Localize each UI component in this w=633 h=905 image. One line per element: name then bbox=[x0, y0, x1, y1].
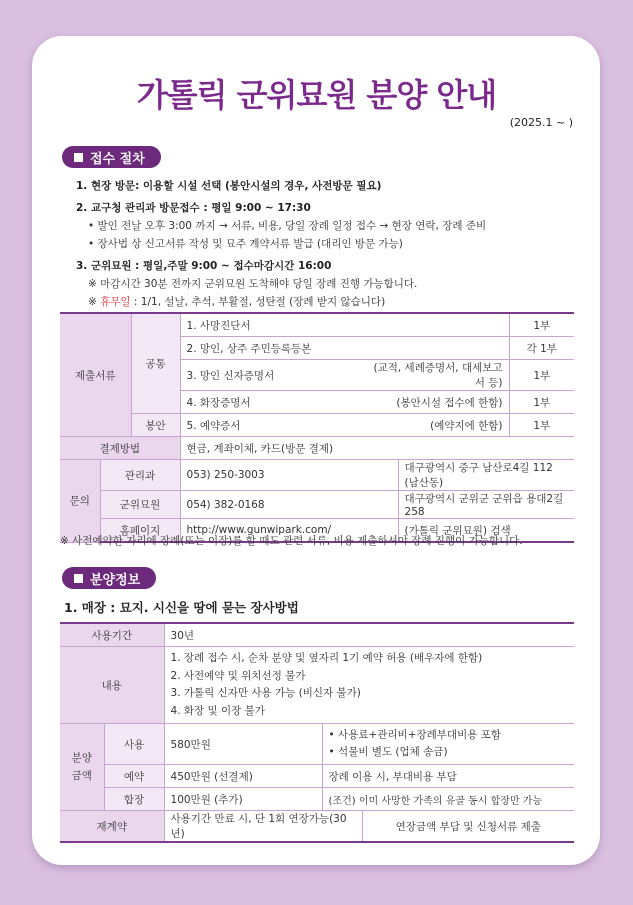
square-icon bbox=[74, 153, 83, 162]
step-3-note-1: ※ 마감시간 30분 전까지 군위묘원 도착해야 당일 장례 진행 가능합니다. bbox=[88, 278, 418, 290]
section-label: 접수 절차 bbox=[90, 151, 145, 167]
contact-label: 문의 bbox=[60, 460, 100, 543]
fee-note-line: • 사용료+관리비+장례부대비용 포함 bbox=[328, 729, 501, 741]
section-header-registration bbox=[62, 146, 161, 168]
doc-name: 2. 망인, 상주 주민등록등본 bbox=[180, 337, 509, 360]
fee-type: 예약 bbox=[104, 765, 164, 788]
docs-common-label: 공통 bbox=[131, 313, 180, 414]
content-item: 2. 사전예약 및 위치선정 불가 bbox=[170, 669, 306, 682]
fee-type: 합장 bbox=[104, 788, 164, 811]
doc-qty: 1부 bbox=[509, 313, 574, 337]
doc-name: 3. 망인 신자증명서 bbox=[180, 360, 360, 391]
fee-label bbox=[60, 724, 104, 811]
doc-qty: 1부 bbox=[509, 391, 574, 414]
note-mark: ※ bbox=[88, 296, 101, 308]
homepage-link[interactable]: http://www.gunwipark.com/ bbox=[180, 519, 398, 543]
section-header-sales-info bbox=[62, 567, 156, 589]
step-2: 2. 교구청 관리과 방문접수 : 평일 9:00 ~ 17:30 bbox=[76, 202, 311, 214]
step-3: 3. 군위묘원 : 평일,주말 9:00 ~ 접수마감시간 16:00 bbox=[76, 260, 332, 272]
doc-name: 4. 화장증명서 bbox=[180, 391, 360, 414]
renewal-label: 재계약 bbox=[60, 811, 164, 843]
fee-amount: 580만원 bbox=[164, 724, 322, 765]
footnote: ※ 사전예약한 자리에 장례(또는 이장)를 할 때도 관련 서류, 비용 제출하셔야 장례 진행이 가능합니다. bbox=[60, 535, 523, 547]
contact-phone: 054) 382-0168 bbox=[180, 491, 398, 519]
step-2-detail-2: • 장사법 상 신고서류 작성 및 묘주 계약서류 발급 (대리인 방문 가능) bbox=[88, 238, 403, 250]
fee-note bbox=[322, 724, 574, 765]
contact-address: (가톨릭 군위묘원) 검색 bbox=[398, 519, 574, 543]
doc-note: (교적, 세례증명서, 대세보고서 등) bbox=[360, 360, 509, 391]
fee-type: 사용 bbox=[104, 724, 164, 765]
contact-address: 대구광역시 중구 남산로4길 112 (남산동) bbox=[398, 460, 574, 491]
contact-address: 대구광역시 군위군 군위읍 용대2길 258 bbox=[398, 491, 574, 519]
content-list bbox=[164, 647, 574, 724]
contact-name: 군위묘원 bbox=[100, 491, 180, 519]
sales-table bbox=[60, 622, 574, 843]
holiday-label: 휴무일 bbox=[100, 296, 131, 308]
fee-note-line: • 석물비 별도 (업체 송금) bbox=[328, 746, 448, 758]
fee-note: (조건) 이미 사망한 가족의 유골 동시 합장만 가능 bbox=[322, 788, 574, 811]
fee-note: 장례 이용 시, 부대비용 부담 bbox=[322, 765, 574, 788]
fee-label-line: 금액 bbox=[71, 770, 92, 782]
holiday-list: : 1/1, 설날, 추석, 부활절, 성탄절 (장례 받지 않습니다) bbox=[130, 296, 386, 308]
fee-label-line: 분양 bbox=[71, 752, 92, 764]
doc-name: 1. 사망진단서 bbox=[180, 313, 509, 337]
doc-qty: 각 1부 bbox=[509, 337, 574, 360]
step-2-detail-1: • 발인 전날 오후 3:00 까지 → 서류, 비용, 당일 장례 일정 접수 → 현장 연락, 장례 준비 bbox=[88, 220, 487, 232]
step-1: 1. 현장 방문: 이용할 시설 선택 (봉안시설의 경우, 사전방문 필요) bbox=[76, 180, 382, 192]
doc-note: (예약지에 한함) bbox=[360, 414, 509, 437]
payment-value: 현금, 계좌이체, 카드(방문 결제) bbox=[180, 437, 574, 460]
payment-label: 결제방법 bbox=[60, 437, 180, 460]
content-item: 4. 화장 및 이장 불가 bbox=[170, 704, 265, 717]
doc-qty: 1부 bbox=[509, 414, 574, 437]
doc-name: 5. 예약증서 bbox=[180, 414, 360, 437]
content-label: 내용 bbox=[60, 647, 164, 724]
contact-name: 관리과 bbox=[100, 460, 180, 491]
step-3-note-2 bbox=[88, 294, 385, 309]
docs-group-label: 제출서류 bbox=[60, 313, 131, 437]
subsection-title: 1. 매장 : 묘지. 시신을 땅에 묻는 장사방법 bbox=[64, 600, 299, 615]
contact-name: 홈페이지 bbox=[100, 519, 180, 543]
contact-phone: 053) 250-3003 bbox=[180, 460, 398, 491]
period-label: 사용기간 bbox=[60, 623, 164, 647]
content-item: 3. 가톨릭 신자만 사용 가능 (비신자 불가) bbox=[170, 687, 361, 699]
doc-qty: 1부 bbox=[509, 360, 574, 391]
effective-date: (2025.1 ~ ) bbox=[509, 116, 573, 129]
docs-bongan-label: 봉안 bbox=[131, 414, 180, 437]
period-value: 30년 bbox=[164, 623, 574, 647]
content-item: 1. 장례 접수 시, 순차 분양 및 옆자리 1기 예약 허용 (배우자에 한함) bbox=[170, 652, 483, 664]
fee-amount: 100만원 (추가) bbox=[164, 788, 322, 811]
documents-table bbox=[60, 312, 574, 543]
doc-note: (봉안시설 접수에 한함) bbox=[360, 391, 509, 414]
renewal-note: 연장금액 부담 및 신청서류 제출 bbox=[362, 811, 574, 843]
page-title: 가톨릭 군위묘원 분양 안내 bbox=[136, 76, 497, 114]
square-icon bbox=[74, 574, 83, 583]
fee-amount: 450만원 (선결제) bbox=[164, 765, 322, 788]
section-label: 분양정보 bbox=[90, 572, 141, 588]
renewal-value: 사용기간 만료 시, 단 1회 연장가능(30년) bbox=[164, 811, 362, 843]
